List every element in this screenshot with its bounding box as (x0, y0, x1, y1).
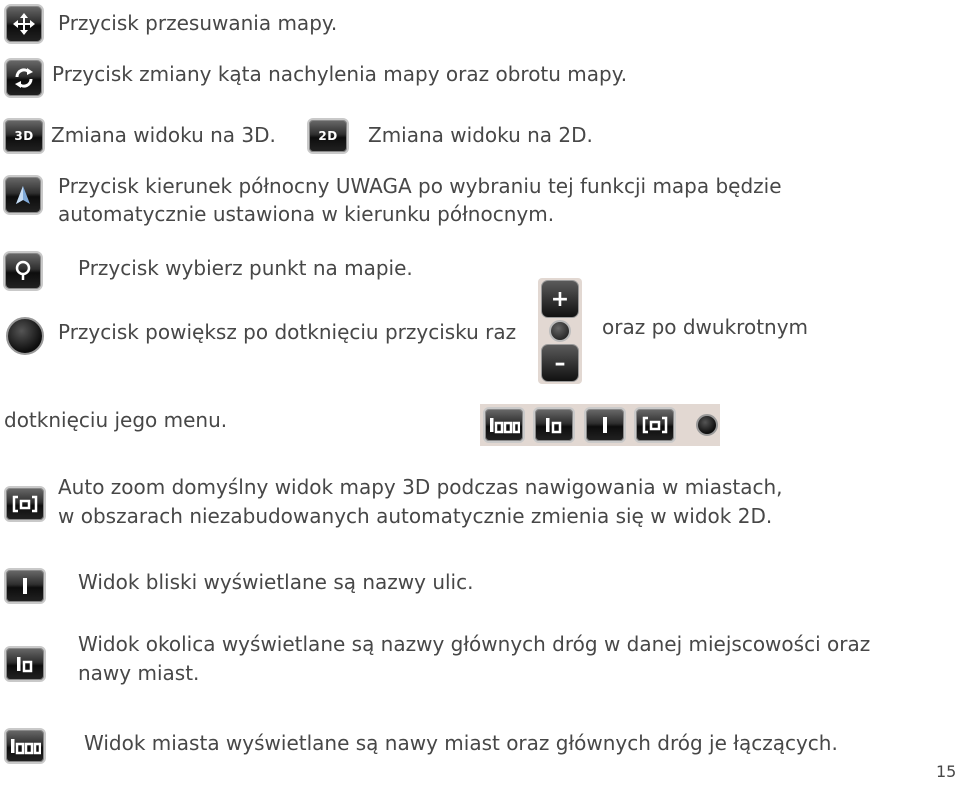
zoom-knob-icon (6, 317, 44, 355)
zoom-description-part3: dotknięciu jego menu. (4, 408, 228, 432)
view-2d-icon-label: 2D (318, 129, 338, 143)
city-view-legend-icon (4, 728, 46, 764)
view-3d-description: Zmiana widoku na 3D. (51, 123, 276, 147)
auto-zoom-icon (634, 407, 676, 443)
pan-description: Przycisk przesuwania mapy. (58, 11, 338, 35)
zoom-slider-knob-icon (549, 320, 571, 342)
city-view-icon (483, 407, 525, 443)
pick-point-description: Przycisk wybierz punkt na mapie. (78, 256, 413, 280)
auto-zoom-description-line2: w obszarach niezabudowanych automatycznie zmienia się w widok 2D. (58, 504, 773, 528)
zoom-plus-label: + (550, 286, 570, 312)
map-pin-icon (3, 251, 43, 291)
area-view-description-line1: Widok okolica wyświetlane są nazwy głównych dróg w danej miejscowości oraz (78, 632, 871, 656)
zoom-plus-icon (541, 280, 579, 318)
view-3d-icon-label: 3D (14, 129, 34, 143)
zoom-minus-label: – (554, 350, 566, 376)
view-3d-icon (3, 118, 45, 154)
north-description-line1: Przycisk kierunek północny UWAGA po wybraniu tej funkcji mapa będzie (58, 174, 782, 198)
north-arrow-icon (3, 175, 43, 215)
area-view-legend-icon (4, 646, 46, 682)
rotate-icon (4, 58, 44, 98)
zoom-control-graphic (538, 278, 582, 384)
zoom-menu-knob-icon (696, 414, 718, 436)
zoom-description-part1: Przycisk powiększ po dotknięciu przycisku raz (58, 320, 517, 344)
north-description-line2: automatycznie ustawiona w kierunku północnym. (58, 202, 555, 226)
area-view-icon (533, 407, 575, 443)
city-view-description: Widok miasta wyświetlane są nawy miast oraz głównych dróg je łączących. (84, 731, 838, 755)
zoom-minus-icon (541, 344, 579, 382)
view-2d-description: Zmiana widoku na 2D. (368, 123, 593, 147)
zoom-menu-strip (480, 404, 720, 446)
close-view-description: Widok bliski wyświetlane są nazwy ulic. (78, 570, 474, 594)
pan-arrows-icon (4, 4, 44, 44)
zoom-description-part2: oraz po dwukrotnym (602, 315, 809, 339)
close-view-icon (584, 407, 626, 443)
tilt-description: Przycisk zmiany kąta nachylenia mapy oraz obrotu mapy. (52, 62, 628, 86)
auto-zoom-description-line1: Auto zoom domyślny widok mapy 3D podczas nawigowania w miastach, (58, 475, 783, 499)
view-2d-icon (307, 118, 349, 154)
page-number: 15 (936, 762, 957, 781)
auto-zoom-legend-icon (4, 486, 46, 522)
close-view-legend-icon (4, 568, 46, 604)
area-view-description-line2: nawy miast. (78, 661, 200, 685)
